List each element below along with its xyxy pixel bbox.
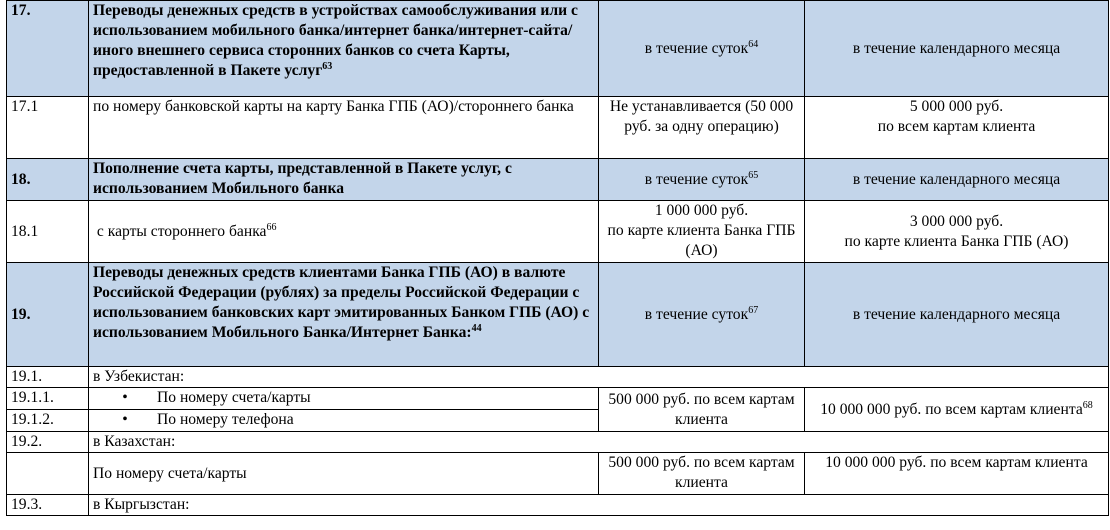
row-number: 19.1. [7, 367, 89, 388]
limits-table [6, 0, 1109, 516]
row-number: 18.1 [7, 201, 89, 263]
row-number: 17. [7, 1, 89, 97]
row-description: • По номеру телефона [89, 410, 599, 432]
daily-limit-header: в течение суток$^{64}$ [599, 1, 805, 97]
row-number: 19. [7, 263, 89, 367]
table-row [7, 201, 1109, 263]
table-row [7, 159, 1109, 201]
table-row [7, 388, 1109, 410]
footnote-ref: 64 [748, 38, 759, 50]
daily-limit-header: в течение суток$^{65}$ [599, 159, 805, 201]
row-description: по номеру банковской карты на карту Банка ГПБ (АО)/стороннего банка [89, 97, 599, 159]
row-number: 18. [7, 159, 89, 201]
row-number: 19.2. [7, 432, 89, 453]
row-description: По номеру счета/карты [89, 453, 599, 495]
footnote-ref: 44 [471, 322, 482, 334]
row-title: Переводы денежных средств в устройствах самообслуживания или с использованием мобильного банка/интернет банка/интернет-сайта/иного внешнего сервиса сторонних банков со счета Карты, предоставленной в Пакете услуг$^{63}$ [89, 1, 599, 97]
table-row [7, 453, 1109, 495]
bullet-icon: • [122, 411, 128, 428]
row-description: • По номеру счета/карты [89, 388, 599, 410]
footnote-ref: 66 [266, 221, 277, 233]
monthly-limit-value: 3 000 000 руб. по карте клиента Банка ГПБ (АО) [805, 201, 1109, 263]
row-description: в Узбекистан: [89, 367, 1109, 388]
table-row [7, 97, 1109, 159]
table-row [7, 432, 1109, 453]
row-description: с карты стороннего банка$^{66}$ [89, 201, 599, 263]
daily-limit-value: Не устанавливается (50 000 руб. за одну операцию) [599, 97, 805, 159]
monthly-limit-header: в течение календарного месяца [805, 159, 1109, 201]
monthly-limit-value: 10 000 000 руб. по всем картам клиента$^{68}$ [805, 388, 1109, 432]
table-row [7, 1, 1109, 97]
monthly-limit-header: в течение календарного месяца [805, 263, 1109, 367]
footnote-ref: 67 [748, 304, 759, 316]
row-title: Пополнение счета карты, представленной в Пакете услуг, с использованием Мобильного банка [89, 159, 599, 201]
daily-limit-value: 500 000 руб. по всем картам клиента [599, 453, 805, 495]
row-number: 19.1.2. [7, 410, 89, 432]
row-number: 19.1.1. [7, 388, 89, 410]
daily-limit-header: в течение суток$^{67}$ [599, 263, 805, 367]
footnote-ref: 65 [748, 169, 759, 181]
daily-limit-value: 500 000 руб. по всем картам клиента [599, 388, 805, 432]
table-row [7, 263, 1109, 367]
monthly-limit-value: 5 000 000 руб. по всем картам клиента [805, 97, 1109, 159]
table-row [7, 495, 1109, 516]
row-number: 19.3. [7, 495, 89, 516]
row-description: в Кыргызстан: [89, 495, 1109, 516]
footnote-ref: 63 [322, 60, 333, 72]
row-number: 17.1 [7, 97, 89, 159]
row-title: Переводы денежных средств клиентами Банка ГПБ (АО) в валюте Российской Федерации (рублях) за пределы Российской Федерации с использованием банковских карт эмитированных Банком ГПБ (АО) с использованием Мобильного Банка/Интернет Банка:$^{44}$ [89, 263, 599, 367]
daily-limit-value: 1 000 000 руб. по карте клиента Банка ГПБ (АО) [599, 201, 805, 263]
monthly-limit-value: 10 000 000 руб. по всем картам клиента [805, 453, 1109, 495]
table-row [7, 367, 1109, 388]
bullet-icon: • [122, 389, 128, 406]
footnote-ref: 68 [1082, 399, 1093, 411]
row-number [7, 453, 89, 495]
row-description: в Казахстан: [89, 432, 1109, 453]
monthly-limit-header: в течение календарного месяца [805, 1, 1109, 97]
